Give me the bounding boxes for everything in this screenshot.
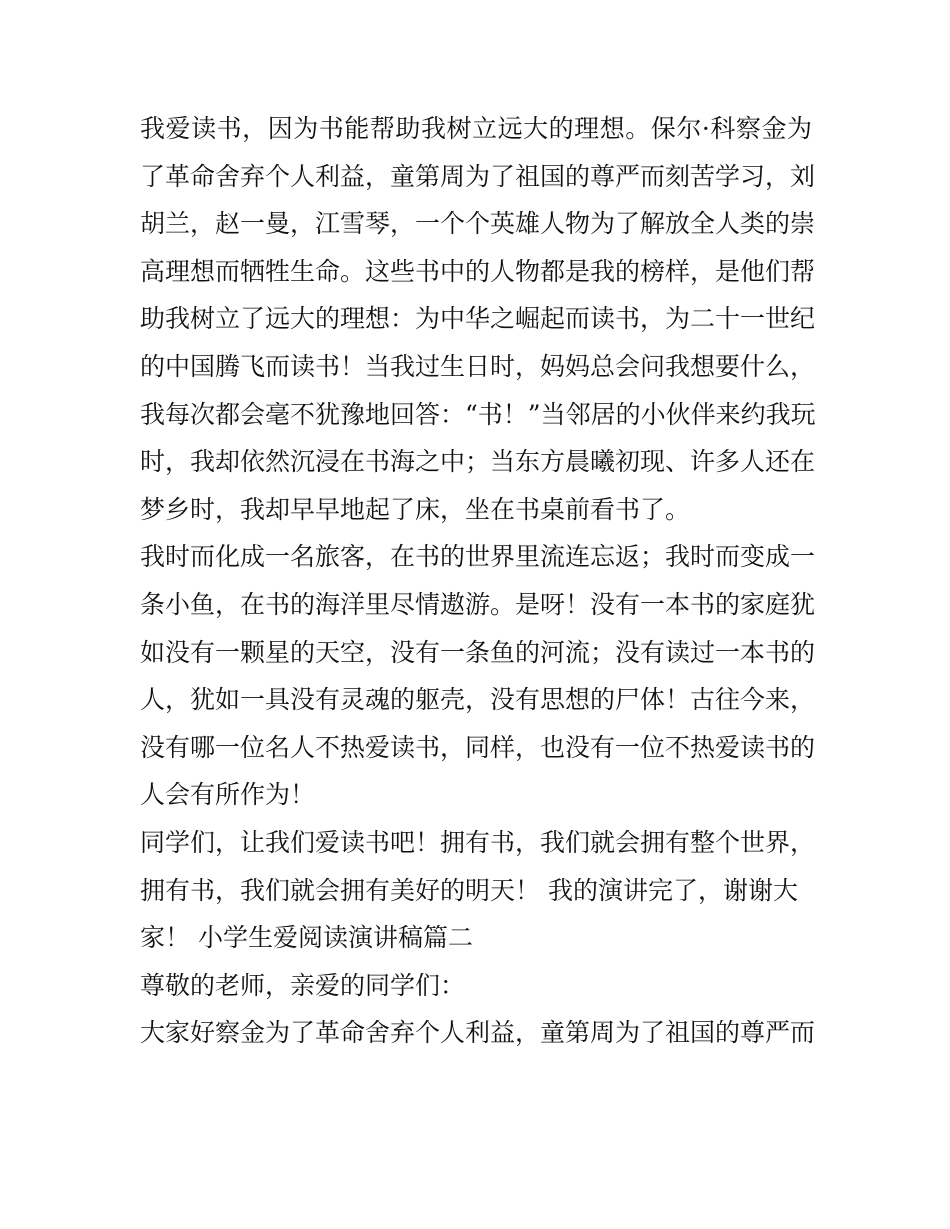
text-line: 人会有所作为！ <box>140 780 316 810</box>
text-line: 人，犹如一具没有灵魂的躯壳，没有思想的尸体！古往今来， <box>140 685 816 715</box>
text-line: 大家好察金为了革命舍弃个人利益，童第周为了祖国的尊严而 <box>140 1018 816 1048</box>
text-line: 同学们，让我们爱读书吧！拥有书，我们就会拥有整个世界， <box>140 827 816 857</box>
text-line: 我爱读书，因为书能帮助我树立远大的理想。保尔·科察金为 <box>140 114 812 143</box>
text-line: 家！ 小学生爱阅读演讲稿篇二 <box>140 923 473 953</box>
text-line: 助我树立了远大的理想：为中华之崛起而读书，为二十一世纪 <box>140 304 816 334</box>
text-line: 没有哪一位名人不热爱读书，同样，也没有一位不热爱读书的 <box>140 732 816 762</box>
text-line: 我时而化成一名旅客，在书的世界里流连忘返；我时而变成一 <box>140 542 816 572</box>
text-line: 如没有一颗星的天空，没有一条鱼的河流；没有读过一本书的 <box>140 637 816 667</box>
text-line: 的中国腾飞而读书！当我过生日时，妈妈总会问我想要什么， <box>140 351 816 381</box>
text-line: 拥有书，我们就会拥有美好的明天！ 我的演讲完了，谢谢大 <box>140 875 798 905</box>
text-line: 尊敬的老师，亲爱的同学们： <box>140 970 466 1000</box>
text-line: 梦乡时，我却早早地起了床，坐在书桌前看书了。 <box>140 494 691 524</box>
speech-text-body <box>140 105 816 1057</box>
text-line: 高理想而牺牲生命。这些书中的人物都是我的榜样，是他们帮 <box>140 256 816 286</box>
text-line: 我每次都会毫不犹豫地回答：“书！”当邻居的小伙伴来约我玩 <box>140 399 816 429</box>
text-line: 了革命舍弃个人利益，童第周为了祖国的尊严而刻苦学习，刘 <box>140 161 816 191</box>
text-line: 条小鱼，在书的海洋里尽情遨游。是呀！没有一本书的家庭犹 <box>140 589 816 619</box>
text-line: 时，我却依然沉浸在书海之中；当东方晨曦初现、许多人还在 <box>140 447 816 477</box>
text-line: 胡兰，赵一曼，江雪琴，一个个英雄人物为了解放全人类的崇 <box>140 209 816 239</box>
